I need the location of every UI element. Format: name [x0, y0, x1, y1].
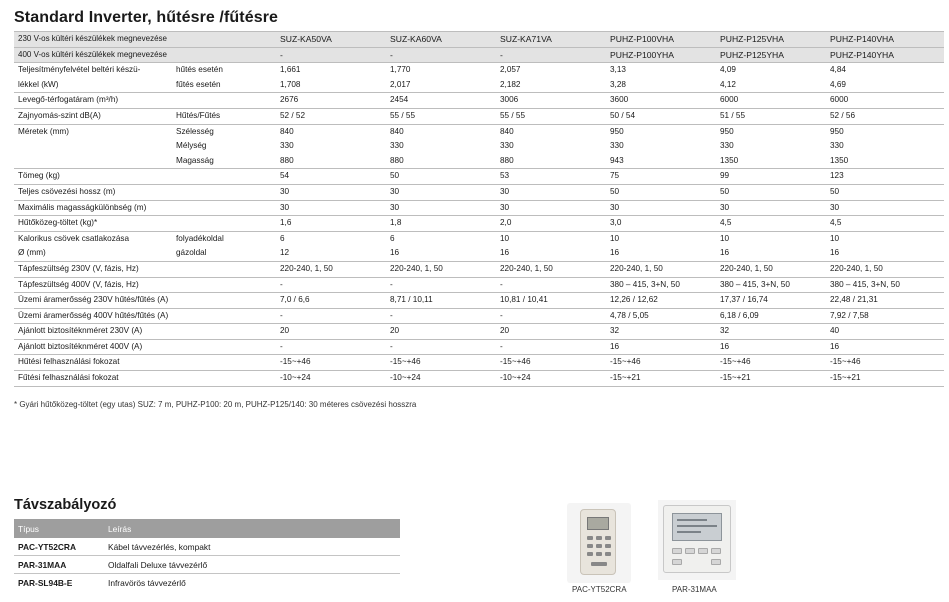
value-cell: 380 – 415, 3+N, 50	[720, 279, 790, 289]
value-cell: 123	[830, 171, 844, 181]
row-label: Maximális magasságkülönbség (m)	[18, 202, 147, 212]
header-row-230v	[14, 31, 944, 48]
table-row-pipe-length	[14, 185, 944, 201]
remote-description: Oldalfali Deluxe távvezérlő	[108, 559, 208, 570]
value-cell: 52 / 56	[830, 110, 856, 120]
value-cell: 380 – 415, 3+N, 50	[610, 279, 680, 289]
value-cell: 99	[720, 171, 730, 181]
value-cell: 3,13 3,28	[610, 65, 626, 89]
model-cell: PUHZ-P100VHA	[610, 34, 674, 44]
value-cell: 220-240, 1, 50	[390, 263, 443, 273]
value-cell: 50	[610, 186, 620, 196]
table-row-current-400v	[14, 309, 944, 325]
value-cell: -	[390, 341, 393, 351]
value-cell: 54	[280, 171, 290, 181]
table-row-supply-230v	[14, 262, 944, 278]
remote-table	[14, 519, 400, 592]
value-cell: 30	[280, 202, 290, 212]
row-label: Tápfeszültség 230V (V, fázis, Hz)	[18, 263, 139, 273]
remote-type: PAR-31MAA	[18, 559, 67, 570]
value-cell: 4,5	[720, 218, 732, 228]
model-cell: -	[500, 49, 503, 60]
value-cell: 2,0	[500, 218, 512, 228]
value-cell: 20	[280, 326, 290, 336]
value-cell: 7,0 / 6,6	[280, 295, 310, 305]
value-cell: 3600	[610, 95, 629, 105]
value-cell: 220-240, 1, 50	[280, 263, 333, 273]
value-cell: -	[280, 279, 283, 289]
header-label: 230 V-os kültéri készülékek megnevezése	[18, 34, 167, 43]
value-cell: 1,8	[390, 218, 402, 228]
value-cell: -15~+46	[610, 357, 641, 367]
table-row-weight	[14, 169, 944, 185]
footnote: * Gyári hűtőközeg-töltet (egy utas) SUZ: 7 m, PUHZ-P100: 20 m, PUHZ-P125/140: 30 méteres csövezési hosszra	[14, 400, 417, 409]
value-cell: 50	[830, 186, 840, 196]
table-row-noise	[14, 109, 944, 125]
value-cell: 2454	[390, 95, 409, 105]
value-cell: 1,6	[280, 218, 292, 228]
remote-description: Kábel távvezérlés, kompakt	[108, 541, 211, 552]
value-cell: 6 16	[390, 233, 400, 258]
row-label: Teljesítményfelvétel beltéri készü- lékkel (kW)	[18, 65, 141, 89]
value-cell: 3006	[500, 95, 519, 105]
remote-type: PAR-SL94B-E	[18, 578, 73, 588]
header-row-400v	[14, 48, 944, 64]
value-cell: -15~+21	[610, 373, 641, 383]
row-label: Ajánlott biztosítéknméret 230V (A)	[18, 326, 143, 336]
value-cell: 4,5	[830, 218, 842, 228]
value-cell: 6 12	[280, 233, 290, 258]
row-label: Üzemi áramerősség 400V hűtés/fűtés (A)	[18, 310, 169, 320]
value-cell: 10 16	[610, 233, 620, 258]
table-row-supply-400v	[14, 278, 944, 294]
value-cell: 32	[610, 326, 620, 336]
value-cell: 16	[720, 341, 730, 351]
value-cell: -	[500, 310, 503, 320]
value-cell: 50 / 54	[610, 110, 636, 120]
row-label: Teljes csövezési hossz (m)	[18, 186, 116, 196]
model-cell: -	[280, 49, 283, 60]
value-cell: -	[280, 310, 283, 320]
row-sublabel: Hűtés/Fűtés	[176, 110, 221, 120]
row-sublabel: folyadékoldal gázoldal	[176, 233, 224, 258]
table-row	[14, 556, 400, 574]
value-cell: 4,84 4,69	[830, 65, 846, 89]
value-cell: -10~+24	[500, 373, 531, 383]
value-cell: 16	[830, 341, 840, 351]
value-cell: 4,78 / 5,05	[610, 310, 649, 320]
value-cell: 30	[390, 202, 400, 212]
model-cell: PUHZ-P125VHA	[720, 34, 784, 44]
value-cell: 30	[830, 202, 840, 212]
remote-table-header	[14, 519, 400, 538]
wired-remote-deluxe-icon	[658, 500, 736, 580]
value-cell: 75	[610, 171, 620, 181]
remote-description: Infravörös távvezérlő	[108, 578, 186, 588]
row-label: Tápfeszültség 400V (V, fázis, Hz)	[18, 279, 139, 289]
value-cell: -15~+21	[830, 373, 861, 383]
row-label: Levegő-térfogatáram (m³/h)	[18, 95, 119, 105]
model-cell: PUHZ-P140YHA	[830, 49, 894, 60]
table-row-cooling-range	[14, 355, 944, 371]
value-cell: 220-240, 1, 50	[830, 263, 883, 273]
value-cell: 10,81 / 10,41	[500, 295, 548, 305]
value-cell: -15~+46	[720, 357, 751, 367]
row-label: Méretek (mm)	[18, 126, 69, 136]
wired-remote-compact-icon	[567, 503, 631, 583]
value-cell: -15~+46	[830, 357, 861, 367]
header-type: Típus	[18, 523, 39, 534]
row-sublabel: Szélesség Mélység Magasság	[176, 126, 214, 165]
row-label: Kalorikus csövek csatlakozása Ø (mm)	[18, 233, 130, 258]
value-cell: 32	[720, 326, 730, 336]
table-row-current-230v	[14, 293, 944, 309]
value-cell: 950 330 943	[610, 126, 624, 165]
product-label: PAR-31MAA	[672, 585, 717, 594]
value-cell: 30	[500, 202, 510, 212]
value-cell: 55 / 55	[500, 110, 526, 120]
value-cell: 10 16	[500, 233, 510, 258]
value-cell: 840 330 880	[500, 126, 514, 165]
value-cell: 8,71 / 10,11	[390, 295, 433, 305]
value-cell: -15~+46	[500, 357, 531, 367]
value-cell: 30	[280, 186, 290, 196]
value-cell: 17,37 / 16,74	[720, 295, 768, 305]
model-cell: SUZ-KA60VA	[390, 34, 442, 44]
value-cell: 50	[720, 186, 730, 196]
remote-type: PAC-YT52CRA	[18, 541, 77, 552]
value-cell: 52 / 52	[280, 110, 306, 120]
remote-section-title: Távszabályozó	[14, 497, 117, 513]
table-row	[14, 574, 400, 592]
row-label: Hűtési felhasználási fokozat	[18, 357, 120, 367]
value-cell: 950 330 1350	[720, 126, 739, 165]
row-label: Fűtési felhasználási fokozat	[18, 373, 119, 383]
value-cell: -10~+24	[280, 373, 311, 383]
table-row-dimensions	[14, 125, 944, 170]
row-sublabel: hűtés esetén fűtés esetén	[176, 65, 223, 89]
value-cell: -10~+24	[390, 373, 421, 383]
value-cell: 840 330 880	[390, 126, 404, 165]
value-cell: 840 330 880	[280, 126, 294, 165]
value-cell: 20	[390, 326, 400, 336]
value-cell: 30	[500, 186, 510, 196]
value-cell: 950 330 1350	[830, 126, 849, 165]
table-row-airflow	[14, 93, 944, 109]
value-cell: 220-240, 1, 50	[500, 263, 553, 273]
row-label: Tömeg (kg)	[18, 171, 60, 181]
value-cell: 53	[500, 171, 510, 181]
header-description: Leírás	[108, 523, 132, 534]
value-cell: 40	[830, 326, 840, 336]
value-cell: 6000	[720, 95, 739, 105]
value-cell: 12,26 / 12,62	[610, 295, 658, 305]
value-cell: 4,09 4,12	[720, 65, 736, 89]
value-cell: 2,057 2,182	[500, 65, 521, 89]
row-label: Hűtőközeg-töltet (kg)*	[18, 218, 98, 228]
value-cell: 50	[390, 171, 400, 181]
value-cell: 220-240, 1, 50	[610, 263, 663, 273]
value-cell: -	[500, 341, 503, 351]
value-cell: 1,661 1,708	[280, 65, 301, 89]
value-cell: -	[390, 279, 393, 289]
value-cell: 10 16	[830, 233, 840, 258]
model-cell: PUHZ-P125YHA	[720, 49, 784, 60]
value-cell: -	[390, 310, 393, 320]
value-cell: 30	[390, 186, 400, 196]
table-row-height-difference	[14, 201, 944, 217]
value-cell: 22,48 / 21,31	[830, 295, 878, 305]
value-cell: 6000	[830, 95, 849, 105]
value-cell: -15~+46	[280, 357, 311, 367]
table-row-power	[14, 63, 944, 93]
value-cell: 1,770 2,017	[390, 65, 411, 89]
product-label: PAC-YT52CRA	[572, 585, 627, 594]
table-row-refrigerant	[14, 216, 944, 232]
model-cell: PUHZ-P140VHA	[830, 34, 894, 44]
model-cell: SUZ-KA71VA	[500, 34, 552, 44]
model-cell: SUZ-KA50VA	[280, 34, 332, 44]
value-cell: 7,92 / 7,58	[830, 310, 869, 320]
value-cell: 51 / 55	[720, 110, 746, 120]
table-row-heating-range	[14, 371, 944, 387]
model-cell: -	[390, 49, 393, 60]
value-cell: 220-240, 1, 50	[720, 263, 773, 273]
value-cell: 10 16	[720, 233, 730, 258]
table-row	[14, 538, 400, 556]
value-cell: 16	[610, 341, 620, 351]
value-cell: -	[280, 341, 283, 351]
row-label: Ajánlott biztosítéknméret 400V (A)	[18, 341, 143, 351]
value-cell: -15~+21	[720, 373, 751, 383]
value-cell: -	[500, 279, 503, 289]
value-cell: 3,0	[610, 218, 622, 228]
row-label: Üzemi áramerősség 230V hűtés/fűtés (A)	[18, 295, 169, 305]
value-cell: 30	[610, 202, 620, 212]
value-cell: 30	[720, 202, 730, 212]
value-cell: 55 / 55	[390, 110, 416, 120]
model-cell: PUHZ-P100YHA	[610, 49, 674, 60]
value-cell: 380 – 415, 3+N, 50	[830, 279, 900, 289]
value-cell: 6,18 / 6,09	[720, 310, 759, 320]
value-cell: 2676	[280, 95, 299, 105]
table-row-pipe-connections	[14, 232, 944, 262]
table-row-fuse-230v	[14, 324, 944, 340]
header-label: 400 V-os kültéri készülékek megnevezése	[18, 49, 167, 59]
value-cell: -15~+46	[390, 357, 421, 367]
spec-table	[14, 31, 944, 387]
value-cell: 20	[500, 326, 510, 336]
row-label: Zajnyomás-szint dB(A)	[18, 110, 101, 120]
page-title: Standard Inverter, hűtésre /fűtésre	[14, 9, 279, 26]
table-row-fuse-400v	[14, 340, 944, 356]
